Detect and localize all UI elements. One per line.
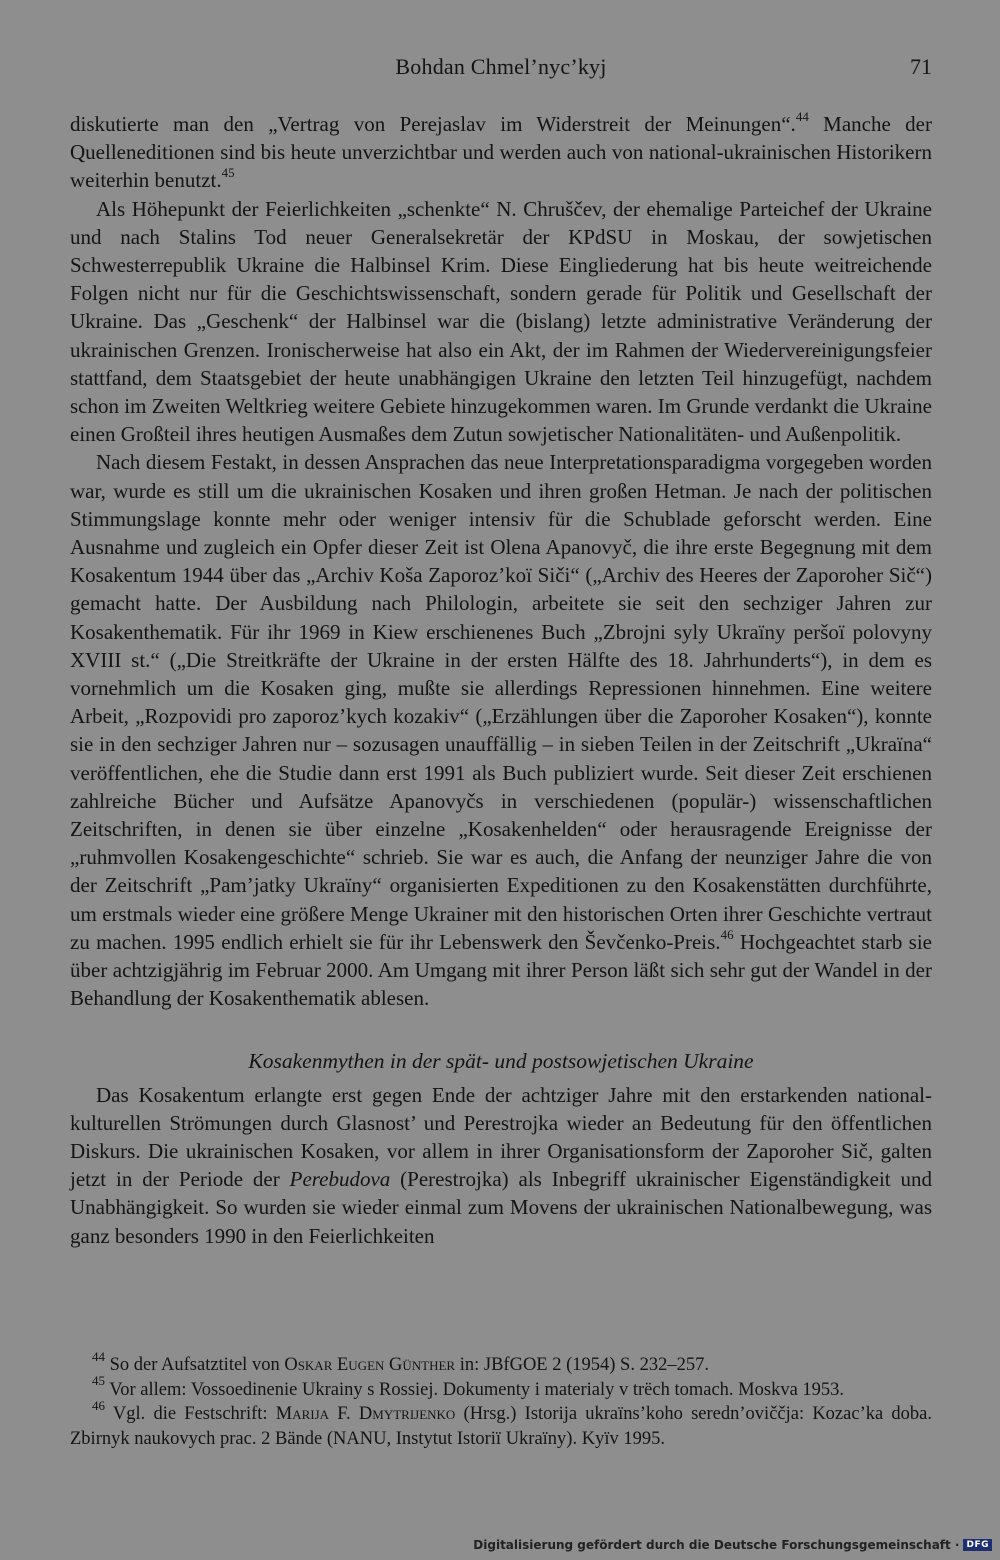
dfg-logo: DFG	[963, 1539, 992, 1551]
footnote-ref: 44	[92, 1348, 105, 1364]
text-run: Vgl. die Festschrift:	[105, 1404, 276, 1424]
running-title: Bohdan Chmel’nyc’kyj	[395, 54, 607, 79]
page-number: 71	[910, 54, 932, 79]
text-run: (Perestrojka) als Inbegriff ukrainischer Eigenständigkeit und Unabhängigkeit. So wurden sie wieder einmal zum Movens der ukrainischen Nationalbewegung, was ganz besonders 1990 in den Feierlichkeiten	[70, 1167, 932, 1248]
footnote-ref: 46	[720, 926, 734, 942]
footnote-ref: 44	[795, 109, 809, 124]
text-run: Als Höhepunkt der Feierlichkeiten „schenkte“ N. Chruščev, der ehemalige Parteichef der Ukraine und nach Stalins Tod neuer Generalsekretär der KPdSU in Moskau, der sowjetischen Schwesterrepublik Ukraine die Halbinsel Krim. Diese Eingliederung hat bis heute weitreichende Folgen nicht nur für die Geschichtswissenschaft, sondern gerade für Politik und Gesellschaft der Ukraine. Das „Geschenk“ der Halbinsel war die (bislang) letzte administrative Veränderung der ukrainischen Grenzen. Ironischerweise hat also ein Akt, der im Rahmen der Wiedervereinigungsfeier stattfand, dem Staatsgebiet der heute unabhängigen Ukraine den letzten Teil hinzugefügt, nachdem schon im Zweiten Weltkrieg weitere Gebiete hinzugekommen waren. Im Grunde verdankt die Ukraine einen Großteil ihres heutigen Ausmaßes dem Zutun sowjetischer Nationalitäten- und Außenpolitik.	[70, 196, 932, 447]
footnote	[70, 1373, 932, 1403]
paragraph	[70, 1081, 932, 1250]
section-paragraph-list	[70, 1081, 932, 1250]
main-text	[70, 110, 932, 1250]
funding-text: Digitalisierung gefördert durch die Deutsche Forschungsgemeinschaft ·	[473, 1538, 960, 1552]
text-run: (Hrsg.) Istorija ukraïns’koho seredn’ovіččja: Kozac’ka doba. Zbirnyk naukovych prac. 2 Bände (NANU, Instytut Istoriï Ukraïny). Kyïv 1995.	[70, 1404, 932, 1449]
footnote-ref: 46	[92, 1397, 105, 1413]
paragraph	[70, 448, 932, 1012]
running-head	[70, 52, 932, 82]
italic-text: Perebudova	[289, 1167, 391, 1192]
footnote-ref: 45	[92, 1373, 105, 1389]
funding-note	[473, 1538, 992, 1552]
footnote-ref: 45	[221, 165, 235, 181]
footnote	[70, 1397, 932, 1451]
paragraph	[70, 110, 932, 195]
text-run: in: JBfGOE 2 (1954) S. 232–257.	[455, 1355, 709, 1375]
paragraph	[70, 195, 932, 449]
author-name: Marija F. Dmytrijenko	[275, 1404, 456, 1424]
paragraph-list	[70, 110, 932, 1013]
text-run: Hochgeachtet starb sie über achtzigjährig im Februar 2000. Am Umgang mit ihrer Person läßt sich sehr gut der Wandel in der Behandlung der Kosakenthematik ablesen.	[70, 929, 932, 1011]
author-name: Oskar Eugen Günther	[284, 1355, 456, 1375]
footnote	[70, 1348, 932, 1378]
text-run: Das Kosakentum erlangte erst gegen Ende der achtziger Jahre mit den erstarkenden national-kulturellen Strömungen durch Glasnost’ und Perestrojka wieder an Bedeutung für den öffentlichen Diskurs. Die ukrainischen Kosaken, vor allem in ihrer Organisationsform der Zaporoher Sič, galten jetzt in der Periode der	[70, 1082, 932, 1192]
text-run: Manche der Quelleneditionen sind bis heute unverzichtbar und werden auch von national-ukrainischen Historikern weiterhin benutzt.	[70, 112, 932, 193]
footnotes	[70, 1348, 932, 1451]
text-run: So der Aufsatztitel von	[105, 1355, 285, 1375]
text-run: Vor allem: Vossoedinenie Ukrainy s Rossiej. Dokumenty i materialy v trëch tomach. Moskva 1953.	[105, 1379, 845, 1400]
text-run: diskutierte man den „Vertrag von Perejaslav im Widerstreit der Meinungen“.	[70, 112, 796, 136]
text-run: Nach diesem Festakt, in dessen Ansprachen das neue Interpretationsparadigma vorgegeben worden war, wurde es still um die ukrainischen Kosaken und ihren großen Hetman. Je nach der politischen Stimmungslage konnte mehr oder weniger intensiv für die Schublade geforscht werden. Eine Ausnahme und zugleich ein Opfer dieser Zeit ist Olena Apanovyč, die ihre erste Begegnung mit dem Kosakentum 1944 über das „Archiv Koša Zaporoz’koï Siči“ („Archiv des Heeres der Zaporoher Sič“) gemacht hatte. Der Ausbildung nach Philologin, arbeitete sie seit den sechziger Jahren zur Kosakenthematik. Für ihr 1969 in Kiew erschienenes Buch „Zbrojni syly Ukraïny peršoï polovyny XVIII st.“ („Die Streitkräfte der Ukraine in der ersten Hälfte des 18. Jahrhunderts“), in dem es vornehmlich um die Kosaken ging, mußte sie allerdings Repressionen hinnehmen. Eine weitere Arbeit, „Rozpovidi pro zaporoz’kych kozakiv“ („Erzählungen über die Zaporoher Kosaken“), konnte sie in den sechziger Jahren nur – sozusagen unauffällig – in sieben Teilen in der Zeitschrift „Ukraïna“ veröffentlichen, ehe die Studie dann erst 1991 als Buch publiziert wurde. Seit dieser Zeit erschienen zahlreiche Bücher und Aufsätze Apanovyčs in verschiedenen (populär-) wissenschaftlichen Zeitschriften, in denen sie über einzelne „Kosakenhelden“ oder herausragende Ereignisse der „ruhmvollen Kosakengeschichte“ schrieb. Sie war es auch, die Anfang der neunziger Jahre die von der Zeitschrift „Pam’jatky Ukraïny“ organisierten Expeditionen zu den Kosakenstätten durchführte, um erstmals wieder eine größere Menge Ukrainer mit den historischen Orten ihrer Geschichte vertraut zu machen. 1995 endlich erhielt sie für ihr Lebenswerk den Ševčenko-Preis.	[70, 450, 932, 954]
section-heading: Kosakenmythen in der spät- und postsowjetischen Ukraine	[248, 1048, 754, 1073]
